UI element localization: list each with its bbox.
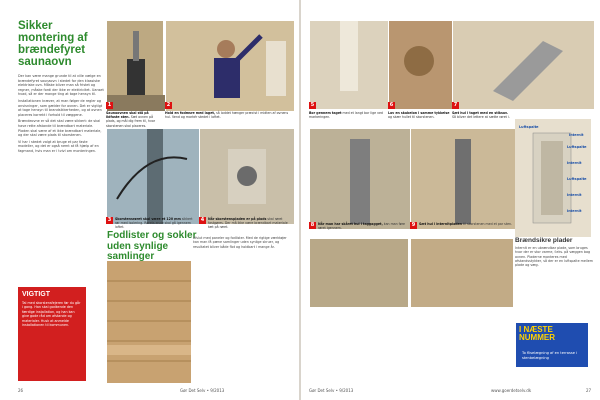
caption-text: til skorstenen med et par sten. [462,222,513,226]
step-caption [208,217,292,230]
internit-diagram [515,119,591,237]
photo-wall-panel [309,238,409,308]
caption-bold: Skorstensrøret skal være et 120 mm [115,217,181,221]
step-caption [452,111,512,119]
chimney-pipe-illustration [107,129,199,224]
left-page [0,0,299,400]
stove-illustration [107,21,165,111]
next-issue-subtitle: To fliselægning af en terrasse i stenbelægning [522,351,578,360]
left-page-magazine: Gør Det Selv • 9/2013 [180,388,225,393]
step-caption [419,222,513,226]
diagram-label: Luftspalte [567,145,587,149]
caption-bold: Når skorstenspladen er på plads [208,217,267,221]
caption-bold: Saunaovnen skal stå på ildfaste sten. [106,111,149,120]
photo-step-7 [452,20,593,108]
photo-step-5 [309,20,387,108]
caption-text: Sæt ovnen på plads, og mål dig frem til, hvor skorstenen skal placeres. [106,115,156,128]
step-number: 3 [107,217,112,223]
diagram-label: Internit [567,193,582,197]
step-number: 5 [310,102,315,108]
caption-bold: Hold en fodmsre med laget, [165,111,216,115]
step-number: 8 [310,222,315,228]
photo-step-6 [388,20,451,108]
photo-step-4 [199,128,293,223]
jigsaw-illustration [453,21,594,109]
caption-text: kan man føre røret igennem. [318,222,405,231]
intro-paragraph: Vi har i stedet valgt at bruge et par faste modeller, og det er også nemt at få hjælp af en fagmand, hvis man er i tvivl om monteringen. [18,139,99,153]
roof-plate-illustration [200,129,294,224]
right-page-site: www.goerdetselv.dk [491,388,532,393]
intro-paragraph: Der kan være mange grunde til at ville vælge en brændefyret saunaovn i stedet for den klassiske elektriske ovn. Måske bliver man så fristet og regner, måske fordi der ikke er elektricitet. Uanset hvad, så er der mange ting at tage hensyn til. [18,74,104,97]
right-page-number: 27 [586,388,592,393]
vigtigt-box [18,287,86,381]
caption-bold: Lav en skabelon i samme tykkelse [388,111,450,115]
diagram-label: Luftspalte [567,177,587,181]
roof-cut-illustration [310,129,410,229]
caption-text: sikkert rør med isolering. Rørets ende skal gå igennem loftet. [115,217,193,230]
braendsikre-title: Brændsikre plader [515,237,573,244]
next-issue-badge [516,323,588,367]
left-page-number: 26 [18,388,24,393]
drill-illustration [310,21,388,109]
photo-step-9 [410,128,514,228]
intro-paragraph: Installationen kræver, at man følger de regler og anvisninger, som gælder for ovnen. Det er vigtigt at tage hensyn til brandsikkerheden, og at ovnen placeres korrekt i forhold til væggene. [18,98,103,117]
diagram-label: Internit [569,133,584,137]
next-issue-title: I NÆSTE NUMMER [519,325,555,342]
diagram-label: Internit [567,161,582,165]
step-caption [388,111,450,119]
article-title: Sikker montering af brændefyret saunaovn [18,20,88,68]
step-caption [115,217,193,230]
caption-text: med et langt bor lige ved markeringen. [309,111,383,120]
diagram-label: Internit [567,209,582,213]
fodlister-title: Fodlister og sokler uden synlige samlinger [107,230,197,262]
caption-text: så loddet hænger præcist i midten af ovnens hul. Vend og markér stedet i loftet. [165,111,289,120]
step-number: 2 [166,102,171,108]
photo-step-1 [106,20,164,110]
step-caption [318,222,408,230]
caption-bold: Når man har skåret hul i taggagget, [318,222,383,226]
template-illustration [389,21,452,109]
diagram-label: Luftspalte [519,125,539,129]
step-number: 9 [411,222,416,228]
sauna-interior-photo [106,260,190,382]
step-caption [309,111,385,119]
step-number: 6 [389,102,394,108]
fodlister-text: Afslut med paneler og fodlister. Med de rigtige værktøjer kan man få pæne samlinger uden synlige skruer, og resultatet bliver både flot og holdbart i mange år. [193,236,287,249]
caption-bold: Bor gennem taget [309,111,342,115]
sauna-bench-illustration [107,261,191,383]
caption-bold: Sæt hul i internitpladen [419,222,462,226]
internit-plate-illustration [411,129,515,229]
caption-text: Så bliver det lettere at sætte røret i. [452,115,510,120]
photo-step-2 [165,20,293,110]
right-page-magazine: Gør Det Selv • 9/2013 [309,388,354,393]
intro-paragraph: Brændeovne er så det skal være sikkert: de skal have rette afstande til brændbart materiale. Pladen skal være af et ikke brændbart materiale, og der skal være plads til skorstenen. [18,119,102,138]
photo-corner-panel [410,238,514,308]
article-intro [18,74,104,156]
step-caption [165,111,291,119]
step-caption [106,111,162,128]
person-illustration [166,21,294,111]
braendsikre-text: Internit er en ubrændbar plade, som bruges hvor der er stor varme, f.eks. på væggen bag ovnen. Pladerne monteres med afstandsstykker, så der er en luftspalte mellem plade og væg. [515,246,593,268]
step-number: 4 [200,217,205,223]
photo-step-3 [106,128,198,223]
right-page [301,0,600,400]
caption-text: og skær hullet til skorstenen. [388,115,435,120]
step-number: 7 [453,102,458,108]
caption-text: skal røret fastgøres. Der må ikke være brændbart materiale tæt på røret. [208,217,288,230]
vigtigt-text: Tal med skorstensfejeren før du går i gang. Han skal godkende den færdige installation, og han kan give gode råd om afstande og materialer. Husk at anmelde installationen til kommunen. [22,301,81,328]
photo-step-8 [309,128,409,231]
caption-bold: Sæt hul i taget med en stiksav. [452,111,509,115]
step-number: 1 [107,102,112,108]
vigtigt-heading: VIGTIGT [22,291,50,298]
